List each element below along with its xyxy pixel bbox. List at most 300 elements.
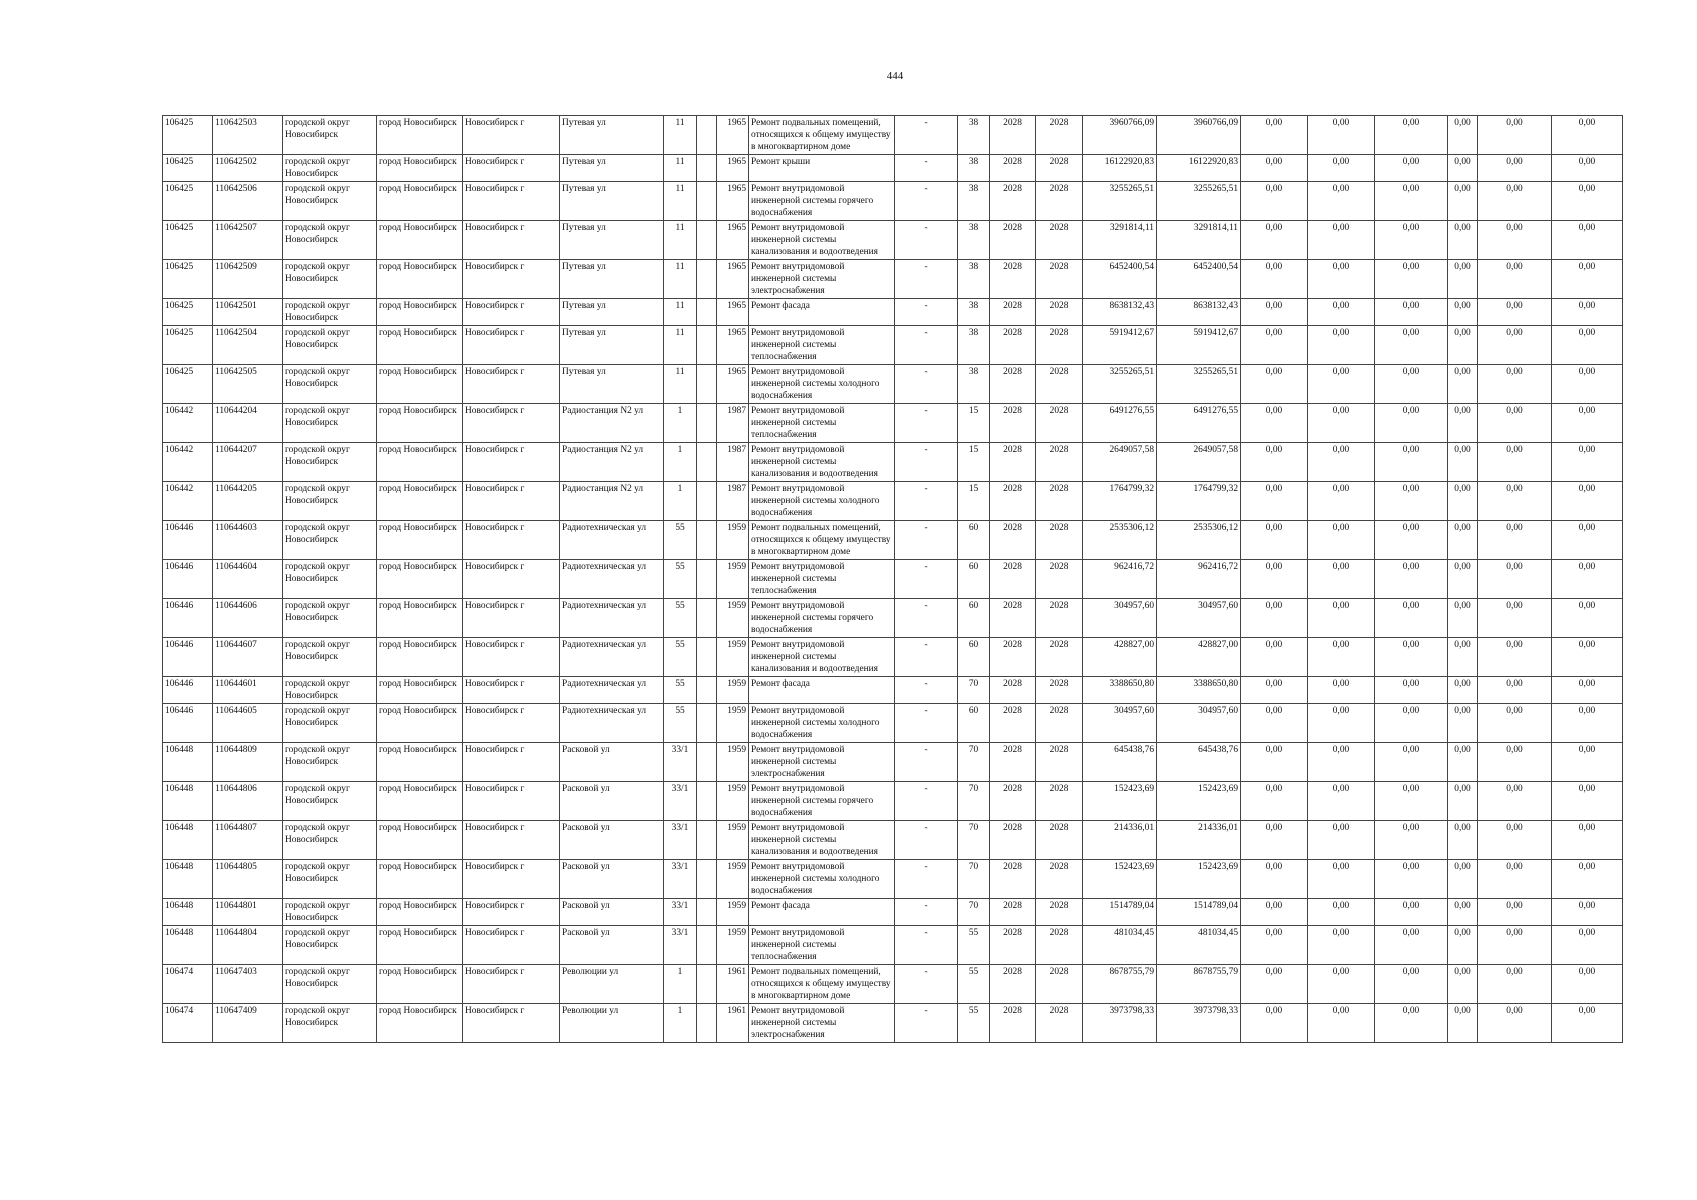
cell-plan-year-start: 2028 bbox=[990, 1004, 1036, 1043]
cell-house-id: 106448 bbox=[163, 782, 213, 821]
cell-work-type: Ремонт внутридомовой инженерной системы электроснабжения bbox=[749, 1004, 895, 1043]
cell-building bbox=[697, 821, 717, 860]
cell-house-id: 106474 bbox=[163, 965, 213, 1004]
cell-street: Радиотехническая ул bbox=[560, 704, 664, 743]
cell-fund-cost: 5919412,67 bbox=[1157, 326, 1241, 365]
cell-fund-cost: 481034,45 bbox=[1157, 926, 1241, 965]
cell-locality: Новосибирск г bbox=[463, 599, 560, 638]
table-row bbox=[163, 743, 1623, 782]
cell-budget-regional: 0,00 bbox=[1308, 1004, 1375, 1043]
cell-other: 0,00 bbox=[1448, 638, 1478, 677]
cell-wear-percent: 70 bbox=[958, 860, 990, 899]
cell-wear-percent: 70 bbox=[958, 677, 990, 704]
cell-municipal-district: городской округ Новосибирск bbox=[283, 260, 377, 299]
cell-street: Путевая ул bbox=[560, 221, 664, 260]
cell-unit: - bbox=[895, 860, 958, 899]
cell-budget-local: 0,00 bbox=[1375, 638, 1448, 677]
cell-element-id: 110644607 bbox=[213, 638, 283, 677]
cell-plan-year-start: 2028 bbox=[990, 638, 1036, 677]
cell-house-number: 11 bbox=[664, 299, 697, 326]
cell-element-id: 110644606 bbox=[213, 599, 283, 638]
cell-municipal-district: городской округ Новосибирск bbox=[283, 704, 377, 743]
cell-element-id: 110647409 bbox=[213, 1004, 283, 1043]
cell-plan-year-start: 2028 bbox=[990, 782, 1036, 821]
cell-work-type: Ремонт внутридомовой инженерной системы канализования и водоотведения bbox=[749, 221, 895, 260]
cell-owners-funds: 0,00 bbox=[1478, 860, 1552, 899]
cell-owners-funds: 0,00 bbox=[1478, 599, 1552, 638]
cell-other: 0,00 bbox=[1448, 899, 1478, 926]
cell-other: 0,00 bbox=[1448, 155, 1478, 182]
cell-settlement: город Новосибирск bbox=[377, 443, 463, 482]
cell-house-id: 106446 bbox=[163, 638, 213, 677]
cell-element-id: 110644806 bbox=[213, 782, 283, 821]
cell-building bbox=[697, 365, 717, 404]
cell-budget-local: 0,00 bbox=[1375, 743, 1448, 782]
cell-house-id: 106442 bbox=[163, 404, 213, 443]
cell-plan-year-start: 2028 bbox=[990, 155, 1036, 182]
cell-element-id: 110642503 bbox=[213, 116, 283, 155]
cell-budget-local: 0,00 bbox=[1375, 404, 1448, 443]
table-row bbox=[163, 782, 1623, 821]
cell-year-built: 1987 bbox=[717, 443, 749, 482]
cell-locality: Новосибирск г bbox=[463, 404, 560, 443]
cell-wear-percent: 60 bbox=[958, 704, 990, 743]
cell-budget-federal: 0,00 bbox=[1241, 821, 1308, 860]
cell-locality: Новосибирск г bbox=[463, 560, 560, 599]
cell-owners-funds: 0,00 bbox=[1478, 677, 1552, 704]
cell-other: 0,00 bbox=[1448, 965, 1478, 1004]
cell-plan-year-end: 2028 bbox=[1036, 599, 1083, 638]
cell-building bbox=[697, 443, 717, 482]
cell-house-id: 106425 bbox=[163, 260, 213, 299]
cell-other-sources: 0,00 bbox=[1552, 521, 1623, 560]
cell-settlement: город Новосибирск bbox=[377, 221, 463, 260]
cell-unit: - bbox=[895, 743, 958, 782]
cell-year-built: 1959 bbox=[717, 899, 749, 926]
cell-house-id: 106425 bbox=[163, 326, 213, 365]
cell-plan-year-start: 2028 bbox=[990, 899, 1036, 926]
cell-plan-year-start: 2028 bbox=[990, 743, 1036, 782]
cell-year-built: 1965 bbox=[717, 299, 749, 326]
cell-plan-year-end: 2028 bbox=[1036, 899, 1083, 926]
cell-element-id: 110644207 bbox=[213, 443, 283, 482]
cell-budget-regional: 0,00 bbox=[1308, 704, 1375, 743]
cell-budget-federal: 0,00 bbox=[1241, 599, 1308, 638]
cell-building bbox=[697, 743, 717, 782]
cell-year-built: 1959 bbox=[717, 521, 749, 560]
cell-budget-local: 0,00 bbox=[1375, 560, 1448, 599]
cell-other: 0,00 bbox=[1448, 782, 1478, 821]
cell-house-id: 106442 bbox=[163, 443, 213, 482]
cell-building bbox=[697, 926, 717, 965]
cell-house-number: 1 bbox=[664, 965, 697, 1004]
cell-house-id: 106425 bbox=[163, 116, 213, 155]
cell-house-number: 33/1 bbox=[664, 926, 697, 965]
cell-building bbox=[697, 965, 717, 1004]
cell-year-built: 1959 bbox=[717, 560, 749, 599]
cell-work-type: Ремонт фасада bbox=[749, 899, 895, 926]
cell-house-id: 106425 bbox=[163, 155, 213, 182]
cell-street: Путевая ул bbox=[560, 326, 664, 365]
table-row bbox=[163, 521, 1623, 560]
cell-work-type: Ремонт внутридомовой инженерной системы теплоснабжения bbox=[749, 404, 895, 443]
cell-budget-regional: 0,00 bbox=[1308, 965, 1375, 1004]
cell-element-id: 110644605 bbox=[213, 704, 283, 743]
cell-house-number: 11 bbox=[664, 155, 697, 182]
cell-work-type: Ремонт внутридомовой инженерной системы горячего водоснабжения bbox=[749, 182, 895, 221]
table-row bbox=[163, 821, 1623, 860]
cell-other-sources: 0,00 bbox=[1552, 677, 1623, 704]
cell-element-id: 110644205 bbox=[213, 482, 283, 521]
cell-settlement: город Новосибирск bbox=[377, 782, 463, 821]
cell-fund-cost: 16122920,83 bbox=[1157, 155, 1241, 182]
table-row bbox=[163, 599, 1623, 638]
cell-wear-percent: 38 bbox=[958, 155, 990, 182]
cell-building bbox=[697, 260, 717, 299]
cell-budget-local: 0,00 bbox=[1375, 326, 1448, 365]
cell-other-sources: 0,00 bbox=[1552, 299, 1623, 326]
cell-budget-regional: 0,00 bbox=[1308, 638, 1375, 677]
cell-building bbox=[697, 482, 717, 521]
cell-owners-funds: 0,00 bbox=[1478, 926, 1552, 965]
cell-settlement: город Новосибирск bbox=[377, 743, 463, 782]
cell-wear-percent: 15 bbox=[958, 482, 990, 521]
cell-unit: - bbox=[895, 599, 958, 638]
cell-fund-cost: 8678755,79 bbox=[1157, 965, 1241, 1004]
cell-year-built: 1959 bbox=[717, 599, 749, 638]
cell-settlement: город Новосибирск bbox=[377, 299, 463, 326]
cell-budget-local: 0,00 bbox=[1375, 182, 1448, 221]
cell-owners-funds: 0,00 bbox=[1478, 155, 1552, 182]
cell-owners-funds: 0,00 bbox=[1478, 182, 1552, 221]
cell-unit: - bbox=[895, 926, 958, 965]
cell-element-id: 110642506 bbox=[213, 182, 283, 221]
cell-budget-regional: 0,00 bbox=[1308, 326, 1375, 365]
cell-budget-regional: 0,00 bbox=[1308, 743, 1375, 782]
table-row bbox=[163, 965, 1623, 1004]
cell-unit: - bbox=[895, 677, 958, 704]
cell-street: Расковой ул bbox=[560, 782, 664, 821]
cell-unit: - bbox=[895, 965, 958, 1004]
cell-work-type: Ремонт подвальных помещений, относящихся к общему имуществу в многоквартирном доме bbox=[749, 521, 895, 560]
cell-work-type: Ремонт крыши bbox=[749, 155, 895, 182]
cell-owners-funds: 0,00 bbox=[1478, 965, 1552, 1004]
cell-other: 0,00 bbox=[1448, 221, 1478, 260]
cell-other-sources: 0,00 bbox=[1552, 365, 1623, 404]
cell-other-sources: 0,00 bbox=[1552, 443, 1623, 482]
cell-other: 0,00 bbox=[1448, 116, 1478, 155]
cell-total-cost: 2535306,12 bbox=[1083, 521, 1157, 560]
cell-unit: - bbox=[895, 521, 958, 560]
cell-plan-year-end: 2028 bbox=[1036, 560, 1083, 599]
cell-house-number: 1 bbox=[664, 1004, 697, 1043]
cell-element-id: 110644204 bbox=[213, 404, 283, 443]
cell-house-id: 106448 bbox=[163, 899, 213, 926]
cell-other: 0,00 bbox=[1448, 443, 1478, 482]
cell-budget-regional: 0,00 bbox=[1308, 482, 1375, 521]
cell-year-built: 1959 bbox=[717, 677, 749, 704]
cell-owners-funds: 0,00 bbox=[1478, 116, 1552, 155]
cell-element-id: 110642505 bbox=[213, 365, 283, 404]
cell-other-sources: 0,00 bbox=[1552, 326, 1623, 365]
cell-work-type: Ремонт внутридомовой инженерной системы горячего водоснабжения bbox=[749, 599, 895, 638]
cell-house-number: 33/1 bbox=[664, 821, 697, 860]
cell-unit: - bbox=[895, 326, 958, 365]
cell-settlement: город Новосибирск bbox=[377, 899, 463, 926]
cell-total-cost: 1514789,04 bbox=[1083, 899, 1157, 926]
cell-budget-local: 0,00 bbox=[1375, 221, 1448, 260]
cell-other: 0,00 bbox=[1448, 182, 1478, 221]
cell-budget-federal: 0,00 bbox=[1241, 260, 1308, 299]
cell-locality: Новосибирск г bbox=[463, 521, 560, 560]
cell-budget-regional: 0,00 bbox=[1308, 821, 1375, 860]
cell-house-number: 11 bbox=[664, 326, 697, 365]
cell-house-id: 106425 bbox=[163, 221, 213, 260]
cell-other-sources: 0,00 bbox=[1552, 155, 1623, 182]
cell-settlement: город Новосибирск bbox=[377, 260, 463, 299]
cell-house-number: 33/1 bbox=[664, 899, 697, 926]
cell-element-id: 110644801 bbox=[213, 899, 283, 926]
cell-unit: - bbox=[895, 116, 958, 155]
cell-budget-local: 0,00 bbox=[1375, 1004, 1448, 1043]
cell-plan-year-end: 2028 bbox=[1036, 782, 1083, 821]
cell-budget-regional: 0,00 bbox=[1308, 443, 1375, 482]
cell-building bbox=[697, 404, 717, 443]
capital-repair-register-table bbox=[162, 115, 1623, 1043]
cell-owners-funds: 0,00 bbox=[1478, 743, 1552, 782]
cell-plan-year-start: 2028 bbox=[990, 599, 1036, 638]
cell-plan-year-start: 2028 bbox=[990, 326, 1036, 365]
cell-element-id: 110642507 bbox=[213, 221, 283, 260]
cell-plan-year-end: 2028 bbox=[1036, 116, 1083, 155]
cell-year-built: 1965 bbox=[717, 221, 749, 260]
cell-plan-year-start: 2028 bbox=[990, 182, 1036, 221]
table-row bbox=[163, 155, 1623, 182]
cell-fund-cost: 1514789,04 bbox=[1157, 899, 1241, 926]
cell-other-sources: 0,00 bbox=[1552, 221, 1623, 260]
cell-municipal-district: городской округ Новосибирск bbox=[283, 482, 377, 521]
cell-year-built: 1965 bbox=[717, 260, 749, 299]
cell-municipal-district: городской округ Новосибирск bbox=[283, 899, 377, 926]
cell-owners-funds: 0,00 bbox=[1478, 260, 1552, 299]
cell-total-cost: 5919412,67 bbox=[1083, 326, 1157, 365]
cell-budget-local: 0,00 bbox=[1375, 482, 1448, 521]
cell-building bbox=[697, 704, 717, 743]
cell-street: Революции ул bbox=[560, 965, 664, 1004]
cell-house-id: 106425 bbox=[163, 365, 213, 404]
cell-budget-local: 0,00 bbox=[1375, 782, 1448, 821]
cell-locality: Новосибирск г bbox=[463, 638, 560, 677]
cell-street: Путевая ул bbox=[560, 155, 664, 182]
cell-other-sources: 0,00 bbox=[1552, 260, 1623, 299]
cell-house-number: 33/1 bbox=[664, 782, 697, 821]
cell-fund-cost: 6491276,55 bbox=[1157, 404, 1241, 443]
cell-other: 0,00 bbox=[1448, 677, 1478, 704]
cell-other-sources: 0,00 bbox=[1552, 743, 1623, 782]
cell-budget-regional: 0,00 bbox=[1308, 521, 1375, 560]
cell-wear-percent: 38 bbox=[958, 365, 990, 404]
cell-owners-funds: 0,00 bbox=[1478, 899, 1552, 926]
cell-plan-year-end: 2028 bbox=[1036, 221, 1083, 260]
cell-other: 0,00 bbox=[1448, 743, 1478, 782]
cell-locality: Новосибирск г bbox=[463, 326, 560, 365]
cell-other-sources: 0,00 bbox=[1552, 965, 1623, 1004]
cell-municipal-district: городской округ Новосибирск bbox=[283, 1004, 377, 1043]
cell-owners-funds: 0,00 bbox=[1478, 821, 1552, 860]
cell-municipal-district: городской округ Новосибирск bbox=[283, 404, 377, 443]
cell-budget-federal: 0,00 bbox=[1241, 182, 1308, 221]
cell-building bbox=[697, 677, 717, 704]
cell-owners-funds: 0,00 bbox=[1478, 638, 1552, 677]
cell-total-cost: 3255265,51 bbox=[1083, 182, 1157, 221]
cell-street: Радиотехническая ул bbox=[560, 560, 664, 599]
cell-locality: Новосибирск г bbox=[463, 482, 560, 521]
cell-locality: Новосибирск г bbox=[463, 743, 560, 782]
cell-year-built: 1965 bbox=[717, 365, 749, 404]
table-row bbox=[163, 260, 1623, 299]
cell-owners-funds: 0,00 bbox=[1478, 704, 1552, 743]
cell-fund-cost: 152423,69 bbox=[1157, 860, 1241, 899]
cell-total-cost: 152423,69 bbox=[1083, 782, 1157, 821]
cell-wear-percent: 55 bbox=[958, 926, 990, 965]
cell-plan-year-start: 2028 bbox=[990, 965, 1036, 1004]
cell-street: Радиотехническая ул bbox=[560, 599, 664, 638]
cell-budget-regional: 0,00 bbox=[1308, 782, 1375, 821]
cell-total-cost: 8638132,43 bbox=[1083, 299, 1157, 326]
cell-plan-year-end: 2028 bbox=[1036, 926, 1083, 965]
cell-work-type: Ремонт внутридомовой инженерной системы канализования и водоотведения bbox=[749, 638, 895, 677]
cell-budget-local: 0,00 bbox=[1375, 926, 1448, 965]
cell-settlement: город Новосибирск bbox=[377, 704, 463, 743]
cell-plan-year-start: 2028 bbox=[990, 116, 1036, 155]
cell-house-number: 33/1 bbox=[664, 743, 697, 782]
cell-other-sources: 0,00 bbox=[1552, 821, 1623, 860]
cell-total-cost: 3973798,33 bbox=[1083, 1004, 1157, 1043]
cell-wear-percent: 15 bbox=[958, 443, 990, 482]
cell-element-id: 110644601 bbox=[213, 677, 283, 704]
cell-total-cost: 481034,45 bbox=[1083, 926, 1157, 965]
cell-municipal-district: городской округ Новосибирск bbox=[283, 155, 377, 182]
cell-other: 0,00 bbox=[1448, 1004, 1478, 1043]
cell-municipal-district: городской округ Новосибирск bbox=[283, 677, 377, 704]
cell-locality: Новосибирск г bbox=[463, 155, 560, 182]
cell-budget-federal: 0,00 bbox=[1241, 221, 1308, 260]
cell-work-type: Ремонт внутридомовой инженерной системы холодного водоснабжения bbox=[749, 704, 895, 743]
cell-house-id: 106474 bbox=[163, 1004, 213, 1043]
cell-plan-year-start: 2028 bbox=[990, 482, 1036, 521]
cell-municipal-district: городской округ Новосибирск bbox=[283, 743, 377, 782]
cell-other-sources: 0,00 bbox=[1552, 926, 1623, 965]
cell-municipal-district: городской округ Новосибирск bbox=[283, 299, 377, 326]
cell-owners-funds: 0,00 bbox=[1478, 299, 1552, 326]
cell-budget-federal: 0,00 bbox=[1241, 155, 1308, 182]
cell-budget-local: 0,00 bbox=[1375, 260, 1448, 299]
cell-budget-federal: 0,00 bbox=[1241, 560, 1308, 599]
cell-municipal-district: городской округ Новосибирск bbox=[283, 521, 377, 560]
cell-plan-year-start: 2028 bbox=[990, 365, 1036, 404]
cell-work-type: Ремонт внутридомовой инженерной системы канализования и водоотведения bbox=[749, 443, 895, 482]
cell-budget-federal: 0,00 bbox=[1241, 443, 1308, 482]
cell-other-sources: 0,00 bbox=[1552, 599, 1623, 638]
cell-budget-federal: 0,00 bbox=[1241, 926, 1308, 965]
cell-settlement: город Новосибирск bbox=[377, 965, 463, 1004]
cell-budget-federal: 0,00 bbox=[1241, 743, 1308, 782]
cell-other-sources: 0,00 bbox=[1552, 899, 1623, 926]
cell-fund-cost: 6452400,54 bbox=[1157, 260, 1241, 299]
table-row bbox=[163, 899, 1623, 926]
cell-unit: - bbox=[895, 560, 958, 599]
cell-plan-year-start: 2028 bbox=[990, 704, 1036, 743]
cell-locality: Новосибирск г bbox=[463, 299, 560, 326]
cell-element-id: 110644809 bbox=[213, 743, 283, 782]
cell-total-cost: 214336,01 bbox=[1083, 821, 1157, 860]
cell-plan-year-start: 2028 bbox=[990, 443, 1036, 482]
cell-settlement: город Новосибирск bbox=[377, 926, 463, 965]
cell-total-cost: 962416,72 bbox=[1083, 560, 1157, 599]
cell-plan-year-end: 2028 bbox=[1036, 860, 1083, 899]
cell-plan-year-start: 2028 bbox=[990, 560, 1036, 599]
cell-street: Путевая ул bbox=[560, 116, 664, 155]
cell-year-built: 1961 bbox=[717, 1004, 749, 1043]
cell-locality: Новосибирск г bbox=[463, 182, 560, 221]
cell-street: Радиостанция N2 ул bbox=[560, 443, 664, 482]
cell-budget-local: 0,00 bbox=[1375, 599, 1448, 638]
cell-total-cost: 428827,00 bbox=[1083, 638, 1157, 677]
cell-house-number: 55 bbox=[664, 521, 697, 560]
cell-wear-percent: 70 bbox=[958, 782, 990, 821]
cell-fund-cost: 428827,00 bbox=[1157, 638, 1241, 677]
cell-settlement: город Новосибирск bbox=[377, 155, 463, 182]
cell-building bbox=[697, 560, 717, 599]
cell-budget-regional: 0,00 bbox=[1308, 299, 1375, 326]
cell-budget-local: 0,00 bbox=[1375, 299, 1448, 326]
cell-house-id: 106448 bbox=[163, 860, 213, 899]
cell-plan-year-start: 2028 bbox=[990, 404, 1036, 443]
cell-municipal-district: городской округ Новосибирск bbox=[283, 326, 377, 365]
cell-building bbox=[697, 899, 717, 926]
cell-total-cost: 6491276,55 bbox=[1083, 404, 1157, 443]
cell-wear-percent: 55 bbox=[958, 1004, 990, 1043]
cell-house-id: 106448 bbox=[163, 926, 213, 965]
cell-fund-cost: 3388650,80 bbox=[1157, 677, 1241, 704]
cell-work-type: Ремонт внутридомовой инженерной системы горячего водоснабжения bbox=[749, 782, 895, 821]
cell-other-sources: 0,00 bbox=[1552, 182, 1623, 221]
cell-unit: - bbox=[895, 299, 958, 326]
cell-municipal-district: городской округ Новосибирск bbox=[283, 926, 377, 965]
cell-other-sources: 0,00 bbox=[1552, 1004, 1623, 1043]
cell-fund-cost: 3960766,09 bbox=[1157, 116, 1241, 155]
cell-element-id: 110644603 bbox=[213, 521, 283, 560]
cell-wear-percent: 15 bbox=[958, 404, 990, 443]
cell-other: 0,00 bbox=[1448, 926, 1478, 965]
cell-settlement: город Новосибирск bbox=[377, 638, 463, 677]
cell-other-sources: 0,00 bbox=[1552, 560, 1623, 599]
cell-fund-cost: 3255265,51 bbox=[1157, 182, 1241, 221]
cell-plan-year-end: 2028 bbox=[1036, 677, 1083, 704]
cell-unit: - bbox=[895, 155, 958, 182]
cell-other: 0,00 bbox=[1448, 860, 1478, 899]
cell-budget-federal: 0,00 bbox=[1241, 704, 1308, 743]
cell-budget-regional: 0,00 bbox=[1308, 599, 1375, 638]
cell-settlement: город Новосибирск bbox=[377, 326, 463, 365]
cell-fund-cost: 1764799,32 bbox=[1157, 482, 1241, 521]
cell-other-sources: 0,00 bbox=[1552, 116, 1623, 155]
cell-house-number: 11 bbox=[664, 116, 697, 155]
cell-year-built: 1959 bbox=[717, 821, 749, 860]
cell-fund-cost: 3973798,33 bbox=[1157, 1004, 1241, 1043]
cell-budget-federal: 0,00 bbox=[1241, 482, 1308, 521]
cell-street: Путевая ул bbox=[560, 365, 664, 404]
